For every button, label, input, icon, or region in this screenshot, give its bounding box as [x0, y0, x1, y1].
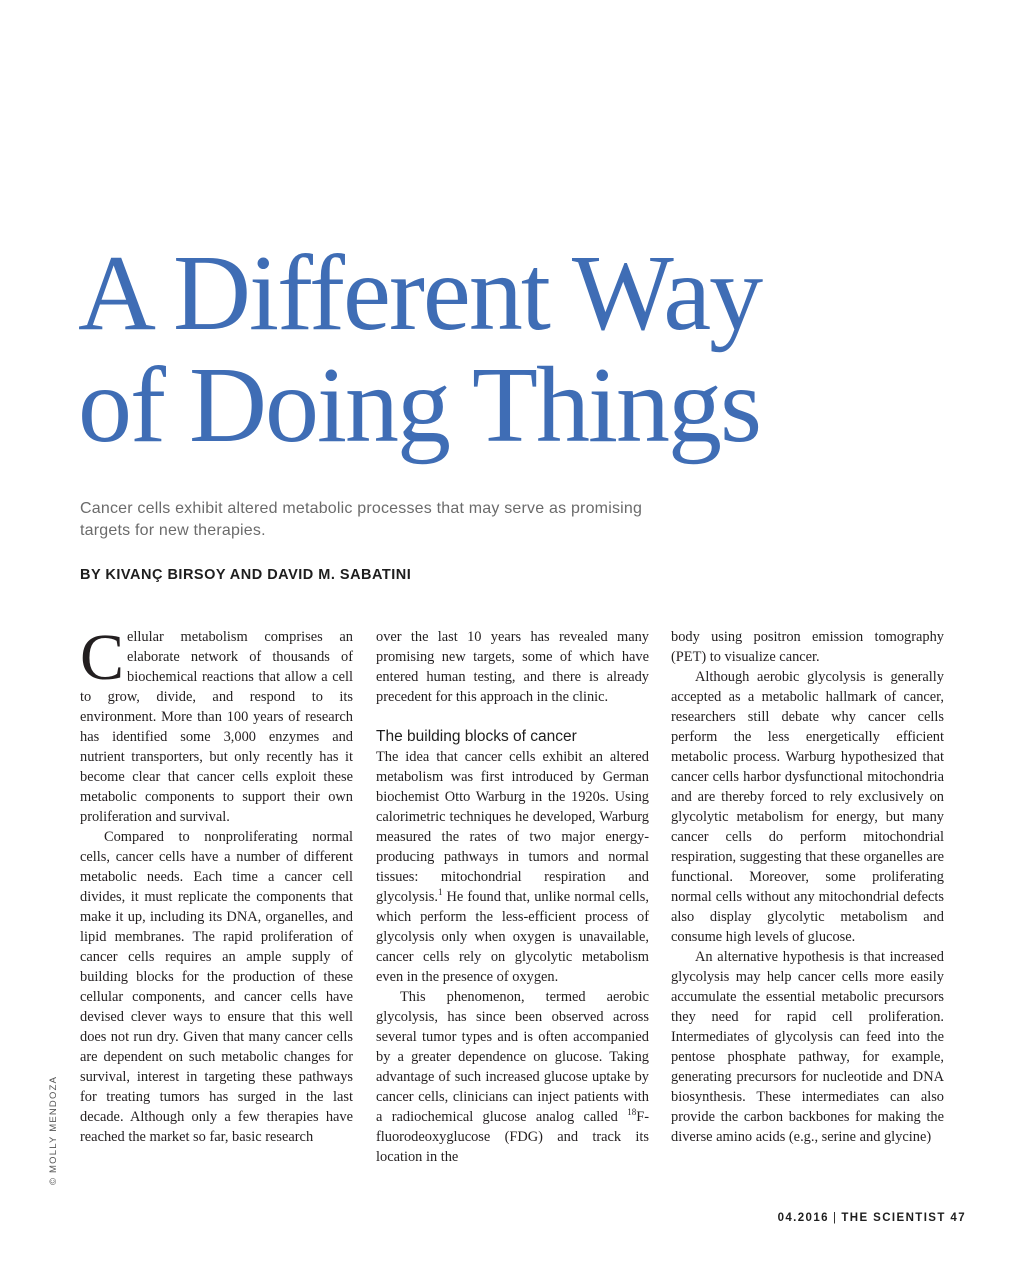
paragraph: Compared to nonproliferating normal cells, cancer cells have a number of different metabolic needs. Each time a cancer cell divides, it must replicate the components that make it up, including its DNA, organelles, and lipid membranes. The rapid proliferation of cancer cells requires an ample supply of building blocks for the production of these cellular components, and cancer cells have devised clever ways to ensure that this well does not run dry. Given that many cancer cells are dependent on such metabolic changes for survival, interest in targeting these pathways for treating tumors has surged in the last decade. Although only a few therapies have reached the market so far, basic research [80, 829, 353, 1145]
reference-marker: 1 [437, 887, 443, 897]
paragraph: Although aerobic glycolysis is generally accepted as a metabolic hallmark of cancer, researchers still debate why cancer cells perform the less energetically efficient metabolic process. Warburg hypothesized that cancer cells harbor dysfunctional mitochondria and are thereby forced to rely exclusively on glycolytic metabolism for energy, but many cancer cells do perform mitochondrial respiration, suggesting that these organelles are functional. Moreover, some proliferating normal cells without any mitochondrial defects also display glycolytic metabolism and consume high levels of glucose. [671, 669, 944, 945]
isotope-superscript: 18 [627, 1107, 637, 1117]
paragraph-text: This phenomenon, termed aerobic glycolysis, has since been observed across several tumor types and is often accompanied by a greater dependence on glucose. Taking advantage of such increased glucose uptake by cancer cells, clinicians can inject patients with a radiochemical glucose analog called [376, 989, 649, 1125]
page-number: 47 [950, 1212, 966, 1224]
paragraph-text: The idea that cancer cells exhibit an altered metabolism was first introduced by German biochemist Otto Warburg in the 1920s. Using calorimetric techniques he developed, Warburg measured the rates of two major energy-producing pathways in tumors and normal tissues: mitochondrial respiration and glycolysis. [376, 749, 649, 905]
title-line-1: A Different Way [78, 234, 762, 353]
paragraph: over the last 10 years has revealed many promising new targets, some of which have entered human testing, and there is already precedent for this approach in the clinic. [376, 629, 649, 705]
article-title [78, 234, 978, 465]
page-footer [660, 1212, 966, 1224]
byline: BY KIVANÇ BIRSOY AND DAVID M. SABATINI [80, 567, 412, 583]
photo-credit: © MOLLY MENDOZA [48, 1075, 59, 1185]
footer-separator: | [832, 1212, 838, 1224]
paragraph [376, 747, 649, 987]
column-1 [80, 621, 353, 1147]
column-3 [671, 627, 944, 1147]
publication-name: THE SCIENTIST [841, 1212, 946, 1224]
paragraph: An alternative hypothesis is that increased glycolysis may help cancer cells more easily accumulate the essential metabolic precursors they need for rapid cell proliferation. Intermediates of glycolysis can feed into the pentose phosphate pathway, for example, generating precursors for nucleotide and DNA biosynthesis. These intermediates can also provide the carbon backbones for making the diverse amino acids (e.g., serine and glycine) [671, 949, 944, 1145]
paragraph-text: ellular metabolism comprises an elaborate network of thousands of biochemical reactions that allow a cell to grow, divide, and respond to its environment. More than 100 years of research has identified some 3,000 enzymes and nutrient transporters, but only recently has it become clear that cancer cells exploit these metabolic components to support their own proliferation and survival. [80, 629, 353, 825]
paragraph [376, 987, 649, 1167]
paragraph-text: He found that, unlike normal cells, which perform the less-efficient process of glycolysis only when oxygen is unavailable, cancer cells rely on glycolytic metabolism even in the presence of oxygen. [376, 889, 649, 985]
paragraph [80, 621, 353, 827]
column-2 [376, 627, 649, 1167]
section-heading: The building blocks of cancer [376, 728, 577, 745]
drop-cap: C [80, 621, 125, 694]
title-line-2: of Doing Things [78, 346, 761, 465]
issue-date: 04.2016 [777, 1212, 829, 1224]
paragraph: body using positron emission tomography (PET) to visualize cancer. [671, 629, 944, 665]
article-subtitle: Cancer cells exhibit altered metabolic processes that may serve as promising targets for new therapies. [80, 500, 643, 539]
paragraph-text: F-fluorodeoxyglucose (FDG) and track its location in the [376, 1109, 649, 1165]
